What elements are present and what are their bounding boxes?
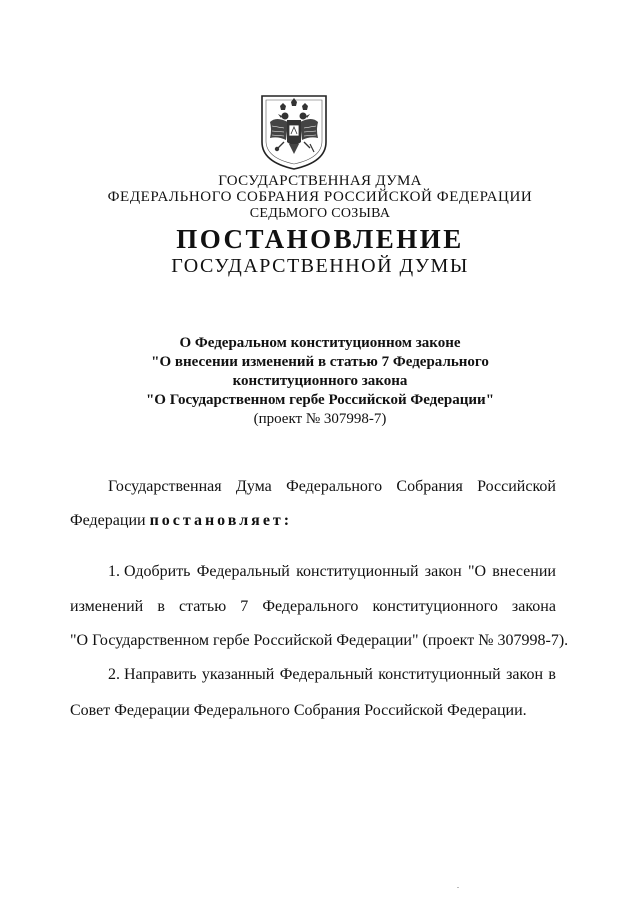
word: Федерального: [286, 478, 383, 495]
organization-parent: ФЕДЕРАЛЬНОГО СОБРАНИЯ РОССИЙСКОЙ ФЕДЕРАЦИИ: [107, 189, 533, 205]
subject-line: "О внесении изменений в статью 7 Федерального: [151, 354, 489, 370]
resolves-emphasis: постановляет:: [149, 512, 293, 529]
word: в: [548, 666, 556, 683]
item-1-line-2: [70, 598, 556, 616]
document-subtitle: ГОСУДАРСТВЕННОЙ ДУМЫ: [171, 255, 469, 277]
organization-name: ГОСУДАРСТВЕННАЯ ДУМА: [218, 173, 422, 189]
document-title: ПОСТАНОВЛЕНИЕ: [176, 224, 464, 254]
word: Федерального: [262, 598, 359, 615]
word: Федеральный: [279, 666, 373, 683]
word: закон: [424, 563, 462, 580]
subject-line: О Федеральном конституционном законе: [179, 335, 461, 351]
coat-of-arms-icon: [258, 92, 330, 172]
subject-line: конституционного закона: [232, 373, 408, 389]
word: Федеральный: [196, 563, 290, 580]
word: изменений: [70, 598, 144, 615]
word: Российской: [477, 478, 556, 495]
subject-heading: [0, 334, 640, 429]
intro-line-2: [70, 512, 556, 530]
word: в: [157, 598, 165, 615]
word: 1. Одобрить: [108, 563, 191, 580]
subject-line: "О Государственном гербе Российской Федерации": [145, 392, 495, 408]
item-2-line-2: Совет Федерации Федерального Собрания Российской Федерации.: [70, 702, 527, 719]
word: 7: [240, 598, 249, 615]
word: закона: [511, 598, 556, 615]
intro-text: Федерации: [70, 512, 146, 529]
intro-line-1: [108, 478, 556, 496]
word: 2. Направить: [108, 666, 197, 683]
item-1-line-3: "О Государственном гербе Российской Федерации" (проект № 307998-7).: [70, 632, 569, 649]
word: конституционный: [296, 563, 419, 580]
word: конституционного: [372, 598, 498, 615]
word: закон: [506, 666, 544, 683]
word: статью: [178, 598, 227, 615]
word: конституционный: [378, 666, 501, 683]
word: Собрания: [396, 478, 463, 495]
scan-speck: [457, 887, 459, 888]
item-2-line-1: [108, 666, 556, 684]
word: внесении: [492, 563, 556, 580]
item-1-line-1: [108, 563, 556, 581]
word: Государственная: [108, 478, 222, 495]
word: "О: [467, 563, 487, 580]
word: указанный: [201, 666, 275, 683]
word: Дума: [235, 478, 272, 495]
bill-number: (проект № 307998-7): [253, 411, 387, 427]
convocation-label: СЕДЬМОГО СОЗЫВА: [249, 206, 391, 221]
